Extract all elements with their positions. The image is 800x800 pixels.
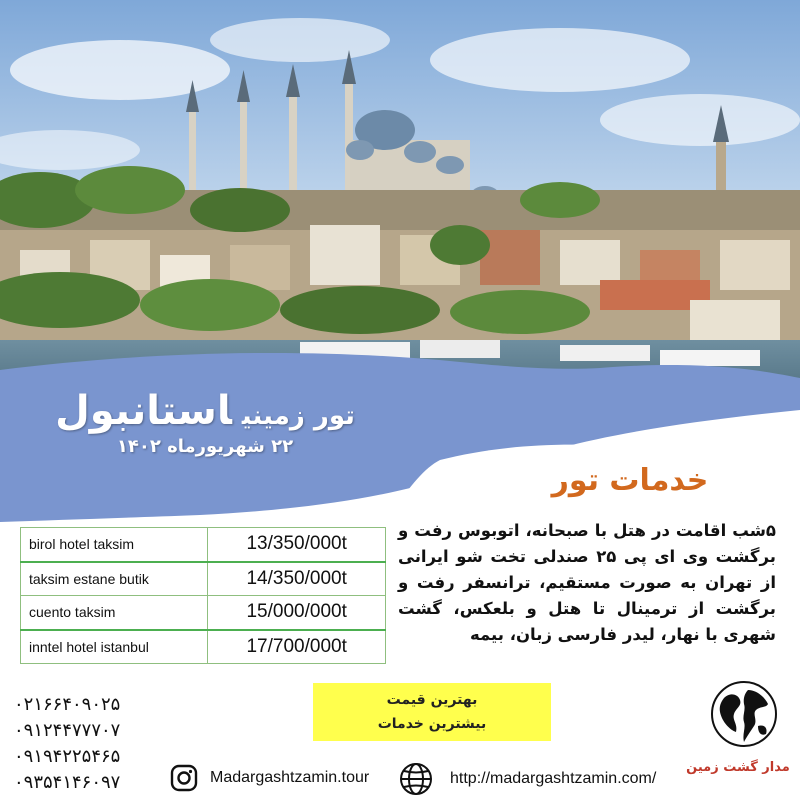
tour-title-small: تور زمینی bbox=[241, 401, 355, 431]
badge-line-most-services: بیشترین خدمات bbox=[377, 716, 487, 732]
services-description: ۵شب اقامت در هتل با صبحانه، اتوبوس رفت و برگشت وی ای پی ۲۵ صندلی تخت شو ایرانی از تهران به صورت مستقیم، ترانسفر رفت و برگشت از ترمینال تا هتل و بلعکس، گشت شهری با نهار، لیدر فارسی زبان، بیمه bbox=[398, 521, 776, 644]
instagram-link[interactable] bbox=[170, 764, 369, 792]
phone-number[interactable]: ۰۹۱۹۴۲۲۵۴۶۵ bbox=[14, 746, 121, 767]
hotel-price: 13/350/000t bbox=[208, 528, 386, 562]
hotel-name: inntel hotel istanbul bbox=[21, 630, 208, 664]
company-logo bbox=[680, 676, 796, 788]
instagram-handle: Madargashtzamin.tour bbox=[210, 769, 370, 786]
phone-number[interactable]: ۰۹۱۲۴۴۷۷۷۰۷ bbox=[14, 720, 121, 741]
best-price-badge bbox=[313, 683, 551, 741]
hotel-name: cuento taksim bbox=[21, 596, 208, 630]
badge-line-best-price: بهترین قیمت bbox=[386, 692, 478, 708]
phone-number[interactable]: ۰۹۳۵۴۱۴۶۰۹۷ bbox=[14, 772, 121, 793]
instagram-icon bbox=[170, 764, 198, 792]
hotel-price: 15/000/000t bbox=[208, 596, 386, 630]
website-url: http://madargashtzamin.com/ bbox=[450, 770, 657, 787]
tour-title-block bbox=[40, 388, 370, 457]
hotel-name: taksim estane butik bbox=[21, 562, 208, 596]
logo-globe-icon bbox=[710, 680, 778, 748]
table-row bbox=[21, 562, 386, 596]
website-link[interactable] bbox=[398, 762, 656, 796]
tour-title bbox=[40, 388, 370, 434]
tour-date: ۲۲ شهریورماه ۱۴۰۲ bbox=[116, 436, 294, 457]
hotel-name: birol hotel taksim bbox=[21, 528, 208, 562]
hotel-price: 14/350/000t bbox=[208, 562, 386, 596]
table-row bbox=[21, 528, 386, 562]
logo-text: مدار گشت زمین bbox=[686, 760, 790, 775]
phone-list bbox=[14, 692, 164, 796]
table-row bbox=[21, 596, 386, 630]
hotel-price: 17/700/000t bbox=[208, 630, 386, 664]
phone-number[interactable]: ۰۲۱۶۶۴۰۹۰۲۵ bbox=[14, 694, 121, 715]
table-row bbox=[21, 630, 386, 664]
services-heading: خدمات تور bbox=[551, 463, 709, 498]
tour-title-big: استانبول bbox=[55, 388, 232, 434]
hotel-price-table bbox=[20, 527, 386, 664]
globe-icon bbox=[398, 762, 434, 796]
